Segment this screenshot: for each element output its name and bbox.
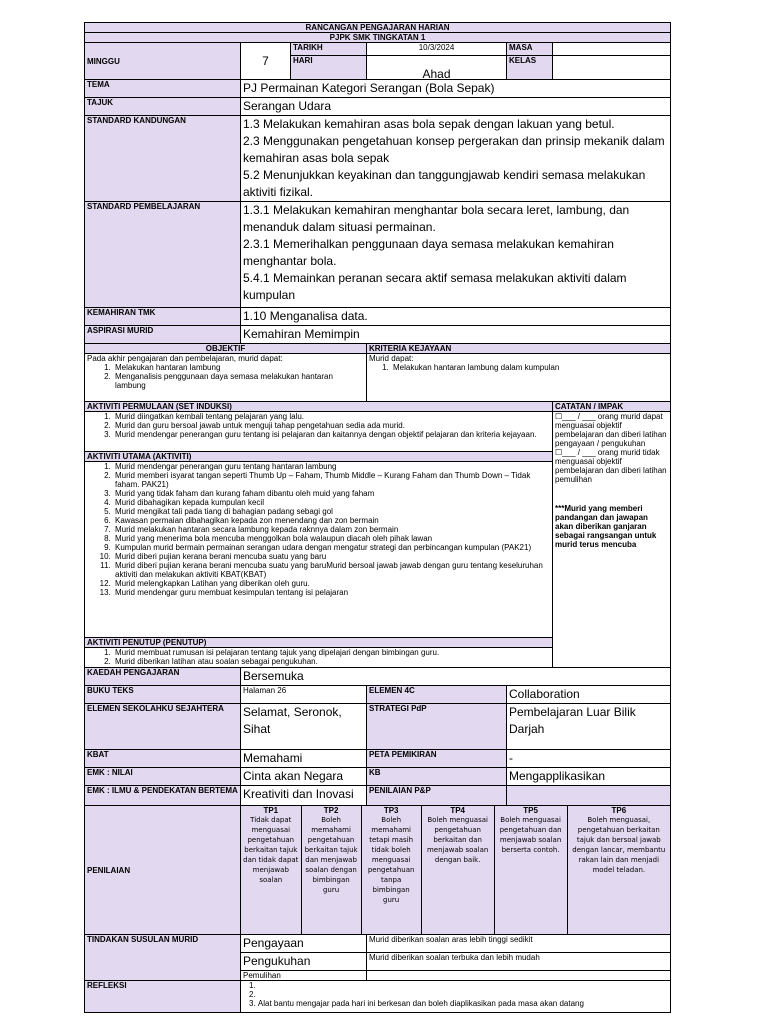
kriteria-label: KRITERIA KEJAYAAN xyxy=(367,344,671,354)
minggu-value: 7 xyxy=(241,43,291,80)
tajuk-label: TAJUK xyxy=(85,98,241,116)
refleksi-content xyxy=(241,981,671,1013)
tp-table xyxy=(241,806,670,934)
standard-kandungan-label: STANDARD KANDUNGAN xyxy=(85,116,241,202)
utama-item: 3. Murid yang tidak faham dan kurang faham dibantu oleh muid yang faham xyxy=(113,489,550,498)
utama-item: 11. Murid diberi pujian kerana berani mencuba suatu yang baruMurid bersoal jawab jawab dengan guru tentang keseluruhan aktiviti dan melakukan aktiviti KBAT(KBAT) xyxy=(113,561,550,579)
buku-label: BUKU TEKS xyxy=(85,686,241,704)
tp-level: TP5 xyxy=(523,806,538,815)
sp-item: 2.3.1 Memerihalkan penggunaan daya semasa melakukan kemahiran menghantar bola. xyxy=(243,237,614,268)
permulaan-item: 2. Murid dan guru bersoal jawab untuk menguji tahap pengetahuan sedia ada murid. xyxy=(113,421,550,430)
masa-value xyxy=(553,43,671,56)
tp-level: TP1 xyxy=(263,806,279,815)
objektif-item: 2. Menganalisis penggunaan daya semasa melakukan hantaran lambung xyxy=(113,372,364,390)
hari-label: HARI xyxy=(291,56,367,80)
document-title: RANCANGAN PENGAJARAN HARIAN xyxy=(85,23,671,33)
refleksi-label: REFLEKSI xyxy=(85,981,241,1013)
kelas-value xyxy=(553,56,671,80)
kemahiran-tmk-label: KEMAHIRAN TMK xyxy=(85,308,241,326)
aspirasi-label: ASPIRASI MURID xyxy=(85,326,241,344)
catatan-label: CATATAN / IMPAK xyxy=(553,402,671,412)
ilmu-label: EMK : ILMU & PENDEKATAN BERTEMA xyxy=(85,786,241,806)
susulan-label: TINDAKAN SUSULAN MURID xyxy=(85,935,241,981)
catatan-line-1: ☐___ / ___ orang murid dapat menguasai objektif pembelajaran dan diberi latihan pengayaan / pengukuhan xyxy=(555,412,667,448)
kelas-label: KELAS xyxy=(507,56,553,80)
tp-level: TP4 xyxy=(450,806,465,815)
utama-item: 10. Murid diberi pujian kerana berani mencuba suatu yang baru xyxy=(113,552,550,561)
lesson-plan-table xyxy=(84,22,671,1013)
kriteria-item: 1. Melakukan hantaran lambung dalam kumpulan xyxy=(391,363,668,372)
utama-item: 9. Kumpulan murid bermain permainan serangan udara dengan mengatur strategi dan perbincangan kumpulan (PAK21) xyxy=(113,543,550,552)
objektif-label: OBJEKTIF xyxy=(85,344,367,354)
elemen4c-value: Collaboration xyxy=(507,686,671,704)
aspirasi-value: Kemahiran Memimpin xyxy=(241,326,671,344)
catatan-note: ***Murid yang memberi pandangan dan jawapan akan diberikan ganjaran sebagai rangsangan untuk murid terus mencuba xyxy=(555,504,657,549)
ilmu-value: Kreativiti dan Inovasi xyxy=(241,786,367,806)
strategi-value: Pembelajaran Luar Bilik Darjah xyxy=(507,704,671,750)
susulan-desc: Murid diberikan soalan terbuka dan lebih mudah xyxy=(367,953,671,971)
sp-item: 5.4.1 Memainkan peranan secara aktif semasa melakukan aktiviti dalam kumpulan xyxy=(243,271,627,302)
susulan-type: Pemulihan xyxy=(241,971,367,981)
utama-content xyxy=(85,462,553,638)
catatan-line-2: ☐___ / ___ orang murid tidak menguasai objektif pembelajaran dan diberi latihan pemulihan xyxy=(555,448,667,484)
utama-item: 2. Murid memberi isyarat tangan seperti Thumb Up – Faham, Thumb Middle – Kurang Faham dan Thumb Down – Tidak faham. PAK21) xyxy=(113,471,550,489)
elemen4c-label: ELEMEN 4C xyxy=(367,686,507,704)
tp-cell-6 xyxy=(567,806,670,934)
kriteria-content xyxy=(367,354,671,402)
permulaan-item: 1. Murid diingatkan kembali tentang pelajaran yang lalu. xyxy=(113,412,550,421)
utama-item: 13. Murid mendengar guru membuat kesimpulan tentang isi pelajaran xyxy=(113,588,550,597)
susulan-desc xyxy=(367,971,671,981)
penutup-content xyxy=(85,648,553,668)
tajuk-value: Serangan Udara xyxy=(241,98,671,116)
strategi-label: STRATEGI PdP xyxy=(367,704,507,750)
susulan-type: Pengayaan xyxy=(241,935,367,953)
lesson-plan-document xyxy=(84,22,670,1013)
objektif-content xyxy=(85,354,367,402)
tp-cell-5 xyxy=(494,806,567,934)
objektif-item: 1. Melakukan hantaran lambung xyxy=(113,363,364,372)
tp-cell-4 xyxy=(421,806,494,934)
document-subtitle: PJPK SMK TINGKATAN 1 xyxy=(85,33,671,43)
kbat-value: Memahami xyxy=(241,750,367,768)
utama-item: 1. Murid mendengar penerangan guru tentang hantaran lambung xyxy=(113,462,550,471)
objektif-intro: Pada akhir pengajaran dan pembelajaran, murid dapat: xyxy=(87,354,283,363)
penutup-label: AKTIVITI PENUTUP (PENUTUP) xyxy=(85,638,553,648)
kb-label: KB xyxy=(367,768,507,786)
tp-level: TP6 xyxy=(611,806,627,815)
nilai-value: Cinta akan Negara xyxy=(241,768,367,786)
tp-level: TP2 xyxy=(323,806,339,815)
hari-value: Ahad xyxy=(367,56,507,80)
kemahiran-tmk-value: 1.10 Menganalisa data. xyxy=(241,308,671,326)
permulaan-label: AKTIVITI PERMULAAN (SET INDUKSI) xyxy=(85,402,553,412)
utama-item: 12. Murid melengkapkan Latihan yang diberikan oleh guru. xyxy=(113,579,550,588)
standard-kandungan-content xyxy=(241,116,671,202)
penilaian-label: PENILAIAN xyxy=(85,806,241,935)
buku-value: Halaman 26 xyxy=(241,686,367,704)
sp-item: 1.3.1 Melakukan kemahiran menghantar bola secara leret, lambung, dan menanduk dalam situasi permainan. xyxy=(243,203,630,234)
peta-label: PETA PEMIKIRAN xyxy=(367,750,507,768)
sk-item: 2.3 Menggunakan pengetahuan konsep pergerakan dan prinsip mekanik dalam kemahiran asas bola sepak xyxy=(243,134,665,165)
tema-label: TEMA xyxy=(85,80,241,98)
refleksi-item xyxy=(247,990,668,999)
kbat-label: KBAT xyxy=(85,750,241,768)
penilaian-pp-label: PENILAIAN P&P xyxy=(367,786,507,806)
tp-level: TP3 xyxy=(383,806,399,815)
kriteria-intro: Murid dapat: xyxy=(369,354,414,363)
kaedah-value: Bersemuka xyxy=(241,668,671,686)
utama-item: 7. Murid melakukan hantaran secara lambung kepada raknnya dalam zon bermain xyxy=(113,525,550,534)
sk-item: 5.2 Menunjukkan keyakinan dan tanggungjawab kendiri semasa melakukan aktiviti fizikal. xyxy=(243,168,646,199)
catatan-content xyxy=(553,412,671,668)
refleksi-item: 3. Alat bantu mengajar pada hari ini berkesan dan boleh diaplikasikan pada masa akan datang xyxy=(247,999,668,1008)
utama-label: AKTIVITI UTAMA (AKTIVITI) xyxy=(85,452,553,462)
tp-desc: Boleh memahami tetapi masih tidak boleh menguasai pengetahuan tanpa bimbingan guru xyxy=(367,816,415,904)
tarikh-label: TARIKH xyxy=(291,43,367,56)
susulan-desc: Murid diberikan soalan aras lebih tinggi sedikit xyxy=(367,935,671,953)
penilaian-grid xyxy=(241,806,671,935)
tp-cell-2 xyxy=(301,806,361,934)
kb-value: Mengapplikasikan xyxy=(507,768,671,786)
minggu-label: MINGGU xyxy=(85,43,241,80)
utama-item: 8. Murid yang menerima bola mencuba menggolkan bola walaupun diacah oleh pihak lawan xyxy=(113,534,550,543)
peta-value: - xyxy=(507,750,671,768)
permulaan-content xyxy=(85,412,553,452)
utama-item: 6. Kawasan permaian dibahagikan kepada zon menendang dan zon bermain xyxy=(113,516,550,525)
tp-cell-3 xyxy=(361,806,421,934)
tp-desc: Boleh memahami pengetahuan berkaitan tajuk dan menjawab soalan dengan bimbingan guru xyxy=(304,816,358,894)
nilai-label: EMK : NILAI xyxy=(85,768,241,786)
elemen-sejahtera-value: Selamat, Seronok, Sihat xyxy=(241,704,367,750)
penutup-item: 2. Murid diberikan latihan atau soalan sebagai pengukuhan. xyxy=(113,657,550,666)
tp-desc: Boleh menguasai pengetahuan dan menjawab soalan berserta contoh. xyxy=(499,816,562,854)
kaedah-label: KAEDAH PENGAJARAN xyxy=(85,668,241,686)
standard-pembelajaran-label: STANDARD PEMBELAJARAN xyxy=(85,202,241,308)
standard-pembelajaran-content xyxy=(241,202,671,308)
elemen-sejahtera-label: ELEMEN SEKOLAHKU SEJAHTERA xyxy=(85,704,241,750)
susulan-type: Pengukuhan xyxy=(241,953,367,971)
utama-item: 4. Murid dibahagikan kepada kumpulan kecil xyxy=(113,498,550,507)
sk-item: 1.3 Melakukan kemahiran asas bola sepak dengan lakuan yang betul. xyxy=(243,117,615,131)
tp-cell-1 xyxy=(241,806,301,934)
refleksi-item xyxy=(247,981,668,990)
tp-desc: Boleh menguasai pengetahuan berkaitan dan menjawab soalan dengan baik. xyxy=(426,816,489,864)
tp-desc: Tidak dapat menguasai pengetahuan berkaitan tajuk dan tidak dapat menjawab soalan xyxy=(243,816,299,884)
tarikh-value: 10/3/2024 xyxy=(367,43,507,56)
masa-label: MASA xyxy=(507,43,553,56)
utama-item: 5. Murid mengikat tali pada tiang di bahagian padang sebagi gol xyxy=(113,507,550,516)
penutup-item: 1. Murid membuat rumusan isi pelajaran tentang tajuk yang dipelajari dengan bimbingan guru. xyxy=(113,648,550,657)
tp-desc: Boleh menguasai, pengetahuan berkaitan tajuk dan bersoal jawab dengan lancar, membantu rakan lain dan menjadi model teladan. xyxy=(572,816,666,874)
penilaian-pp-value xyxy=(507,786,671,806)
tema-value: PJ Permainan Kategori Serangan (Bola Sepak) xyxy=(241,80,671,98)
permulaan-item: 3. Murid mendengar penerangan guru tentang isi pelajaran dan kaitannya dengan objektif pelajaran dan kriteria kejayaan. xyxy=(113,430,550,439)
